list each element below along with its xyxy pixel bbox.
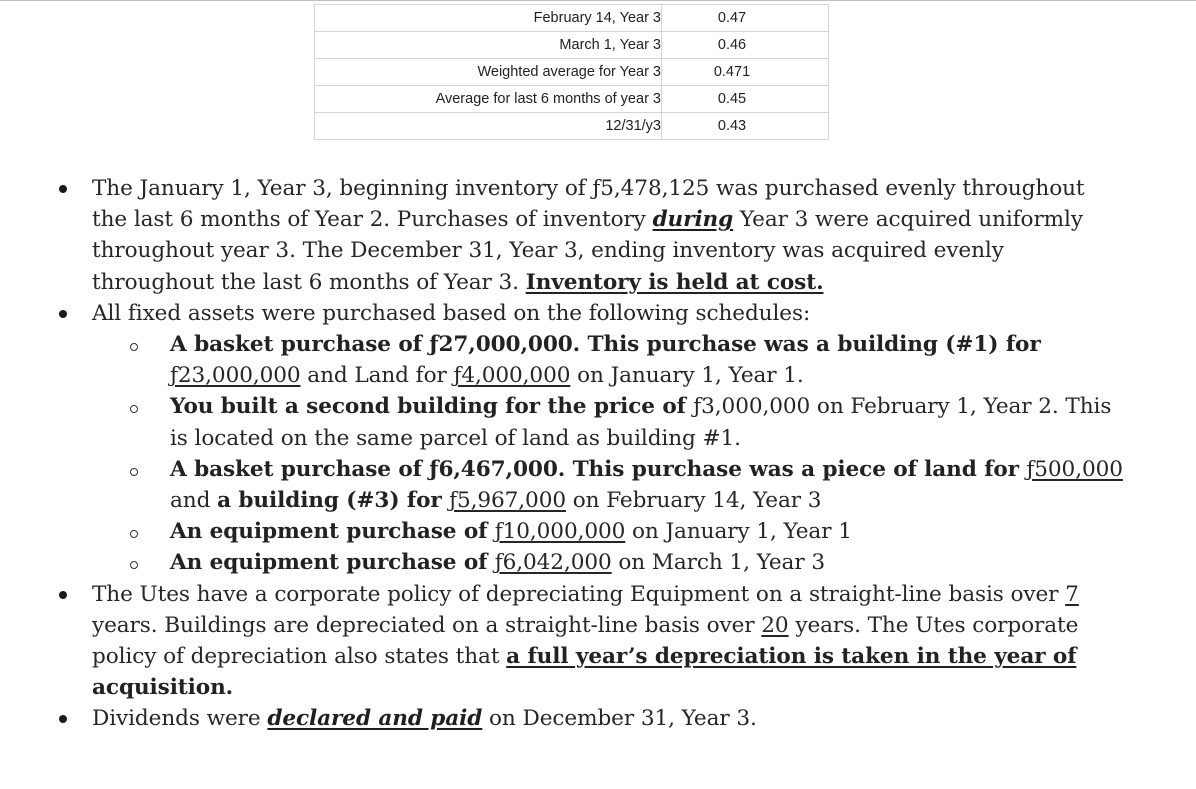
- top-border: [0, 0, 1196, 1]
- text-line: [170, 547, 1152, 578]
- bullet-depreciation: [92, 579, 1152, 704]
- text-run: on January 1, Year 1: [625, 519, 852, 545]
- sub-bullet-circle-icon: [130, 405, 138, 413]
- document-body: [92, 173, 1152, 735]
- date-cell: Average for last 6 months of year 3: [315, 86, 662, 113]
- text-line: [170, 485, 1152, 516]
- text-line: [92, 703, 1152, 734]
- amount: ƒ500,000: [1026, 456, 1123, 482]
- sub-bullet-circle-icon: [130, 530, 138, 538]
- text-line: [92, 267, 1152, 298]
- text-run: and Land for: [300, 363, 454, 389]
- date-cell: February 14, Year 3: [315, 5, 662, 32]
- text-run: years. Buildings are depreciated on a straight-line basis over: [92, 612, 762, 638]
- text-run: The Utes have a corporate policy of depreciating Equipment on a straight-line basis over: [92, 581, 1066, 607]
- date-cell: Weighted average for Year 3: [315, 59, 662, 86]
- text-run: throughout the last 6 months of Year 3.: [92, 269, 526, 295]
- table-row: [315, 86, 829, 113]
- text-run: policy of depreciation also states that: [92, 644, 507, 670]
- text-line: The January 1, Year 3, beginning inventory of ƒ5,478,125 was purchased evenly throughout: [92, 176, 1085, 201]
- text-run: on February 14, Year 3: [565, 488, 822, 514]
- sub-bullet-building3: [170, 454, 1152, 516]
- emphasis-cost: Inventory is held at cost.: [525, 269, 824, 295]
- bullet-dot-icon: [59, 591, 67, 599]
- sub-bullet-circle-icon: [130, 343, 138, 351]
- text-run: and: [170, 488, 218, 514]
- text-line: A basket purchase of ƒ27,000,000. This purchase was a building (#1) for: [170, 332, 1041, 358]
- sub-bullet-list: [170, 329, 1152, 579]
- sub-bullet-circle-icon: [130, 468, 138, 476]
- amount: ƒ5,967,000: [449, 488, 566, 514]
- text-line: acquisition.: [92, 675, 234, 701]
- bullet-dot-icon: [59, 715, 67, 723]
- text-run: a building (#3) for: [217, 488, 450, 514]
- sub-bullet-building2: [170, 391, 1152, 453]
- text-run: You built a second building for the price of: [170, 394, 694, 420]
- bullet-fixed-assets: [92, 298, 1152, 579]
- text-line: [92, 579, 1152, 610]
- rate-table: [314, 4, 829, 140]
- amount: ƒ23,000,000: [170, 363, 301, 389]
- bullet-dividends: [92, 703, 1152, 734]
- rate-cell: [662, 5, 829, 32]
- years-value: 7: [1065, 581, 1079, 607]
- text-line: [170, 360, 1152, 391]
- table-row: [315, 5, 829, 32]
- emphasis-full-year: a full year’s depreciation is taken in the year of: [506, 644, 1077, 670]
- text-line: [170, 391, 1152, 422]
- amount: ƒ4,000,000: [453, 363, 571, 389]
- rate-value: 0.471: [713, 64, 751, 80]
- text-line: is located on the same parcel of land as building #1.: [170, 425, 741, 451]
- text-run: on January 1, Year 1.: [570, 363, 804, 389]
- bullet-dot-icon: [59, 310, 67, 318]
- amount: ƒ6,042,000: [494, 550, 612, 576]
- sub-bullet-equipment2: [170, 547, 1152, 578]
- date-cell: 12/31/y3: [315, 113, 662, 140]
- text-run: years. The Utes corporate: [788, 612, 1079, 638]
- emphasis-during: during: [652, 207, 734, 233]
- amount: ƒ10,000,000: [494, 519, 626, 545]
- sub-bullet-building1: [170, 329, 1152, 391]
- text-line: throughout year 3. The December 31, Year 3, ending inventory was acquired evenly: [92, 238, 1004, 264]
- years-value: 20: [761, 612, 789, 638]
- text-run: the last 6 months of Year 2. Purchases of inventory: [92, 207, 653, 233]
- text-line: [92, 610, 1152, 641]
- text-line: All fixed assets were purchased based on the following schedules:: [92, 300, 811, 326]
- rate-cell: [662, 32, 829, 59]
- rate-value: 0.46: [717, 37, 747, 53]
- text-run: Year 3 were acquired uniformly: [733, 207, 1083, 233]
- table-row: [315, 32, 829, 59]
- text-run: Dividends were: [92, 706, 268, 732]
- text-line: [92, 641, 1152, 672]
- table-row: [315, 59, 829, 86]
- text-run: A basket purchase of ƒ6,467,000. This purchase was a piece of land for: [170, 456, 1027, 482]
- rate-value: 0.45: [717, 91, 747, 107]
- text-line: [170, 516, 1152, 547]
- text-line: [92, 204, 1152, 235]
- rate-value: 0.47: [717, 10, 747, 26]
- rate-cell: [662, 59, 829, 86]
- text-line: [170, 454, 1152, 485]
- rate-cell: [662, 86, 829, 113]
- rate-cell: [662, 113, 829, 140]
- bullet-list: [92, 173, 1152, 735]
- emphasis-declared-paid: declared and paid: [267, 706, 483, 732]
- bullet-inventory: [92, 173, 1152, 298]
- text-run: An equipment purchase of: [170, 519, 495, 545]
- sub-bullet-equipment1: [170, 516, 1152, 547]
- sub-bullet-circle-icon: [130, 561, 138, 569]
- rate-value: 0.43: [717, 118, 747, 134]
- date-cell: March 1, Year 3: [315, 32, 662, 59]
- text-run: on December 31, Year 3.: [482, 706, 757, 732]
- bullet-dot-icon: [59, 185, 67, 193]
- text-run: ƒ3,000,000 on February 1, Year 2. This: [693, 394, 1112, 420]
- text-run: An equipment purchase of: [170, 550, 495, 576]
- table-row: [315, 113, 829, 140]
- text-run: on March 1, Year 3: [611, 550, 825, 576]
